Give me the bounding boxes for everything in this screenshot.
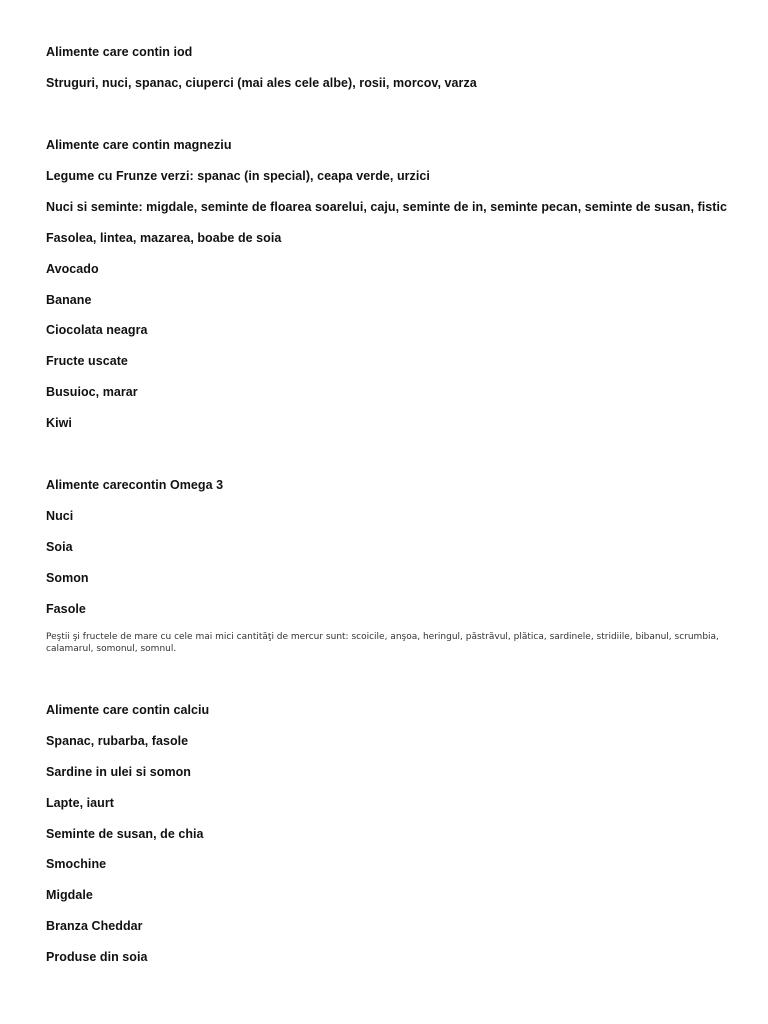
list-item: Soia bbox=[46, 540, 73, 554]
list-item: Struguri, nuci, spanac, ciuperci (mai ales cele albe), rosii, morcov, varza bbox=[46, 76, 477, 90]
list-item: Branza Cheddar bbox=[46, 919, 143, 933]
list-item: Banane bbox=[46, 293, 92, 307]
section-heading-iod: Alimente care contin iod bbox=[46, 45, 193, 59]
list-item: Nuci bbox=[46, 509, 74, 523]
list-item: Sardine in ulei si somon bbox=[46, 765, 191, 779]
list-item: Kiwi bbox=[46, 416, 72, 430]
section-heading-omega3: Alimente carecontin Omega 3 bbox=[46, 478, 224, 492]
list-item: Smochine bbox=[46, 857, 107, 871]
list-item: Fasolea, lintea, mazarea, boabe de soia bbox=[46, 231, 282, 245]
list-item: Ciocolata neagra bbox=[46, 323, 148, 337]
list-item: Avocado bbox=[46, 262, 99, 276]
list-item: Lapte, iaurt bbox=[46, 796, 114, 810]
section-heading-calciu: Alimente care contin calciu bbox=[46, 703, 210, 717]
list-item: Fructe uscate bbox=[46, 354, 128, 368]
list-item: Busuioc, marar bbox=[46, 385, 138, 399]
list-item: Spanac, rubarba, fasole bbox=[46, 734, 189, 748]
list-item: Somon bbox=[46, 571, 89, 585]
list-item: Legume cu Frunze verzi: spanac (in special), ceapa verde, urzici bbox=[46, 169, 430, 183]
list-item: Seminte de susan, de chia bbox=[46, 827, 204, 841]
list-item: Produse din soia bbox=[46, 950, 148, 964]
list-item: Nuci si seminte: migdale, seminte de floarea soarelui, caju, seminte de in, seminte pecan, seminte de susan, fistic bbox=[46, 200, 727, 214]
omega3-note: Peştii şi fructele de mare cu cele mai mici cantităţi de mercur sunt: scoicile, anşoa, heringul, păstrăvul, plătica, sardinele, stridiile, bibanul, scrumbia, calamarul, somonul, somnul. bbox=[46, 632, 719, 654]
section-heading-magneziu: Alimente care contin magneziu bbox=[46, 138, 232, 152]
list-item: Migdale bbox=[46, 888, 93, 902]
list-item: Fasole bbox=[46, 602, 86, 616]
